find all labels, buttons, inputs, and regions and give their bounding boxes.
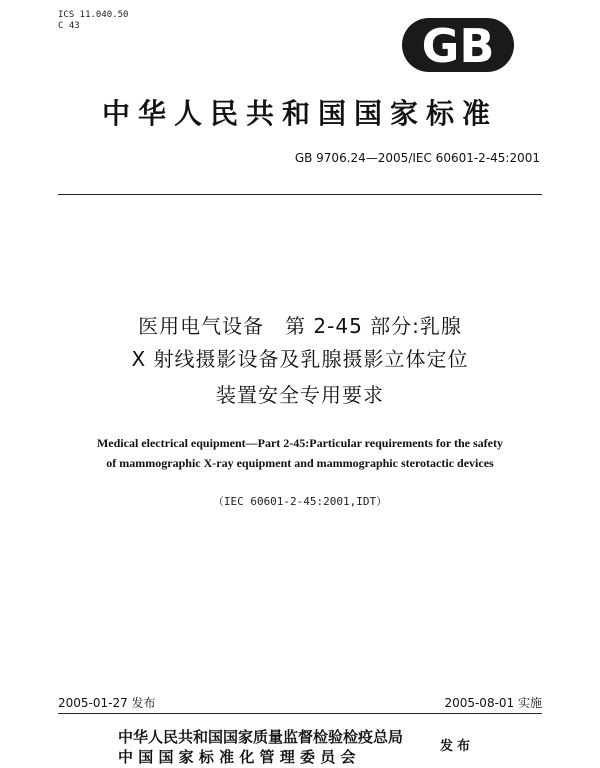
standard-category-title: 中华人民共和国国家标准	[101, 97, 498, 130]
english-title-line-2: of mammographic X-ray equipment and mammographic sterotactic devices	[106, 456, 494, 470]
publish-label: 发布	[440, 739, 475, 754]
issuer-aqsiq: 中华人民共和国国家质量监督检验检疫总局	[118, 728, 404, 746]
ccs-code: C 43	[58, 21, 80, 31]
gb-logo-text: GB	[421, 19, 495, 73]
footer-divider	[58, 713, 542, 714]
header-divider	[58, 194, 542, 195]
ics-code: ICS 11.040.50	[58, 10, 129, 20]
chinese-title-line-2: X 射线摄影设备及乳腺摄影立体定位	[131, 347, 469, 371]
standard-number: GB 9706.24—2005/IEC 60601-2-45:2001	[294, 151, 540, 165]
release-date: 2005-01-27 发布	[58, 696, 156, 710]
english-title-line-1: Medical electrical equipment—Part 2-45:Particular requirements for the safety	[96, 436, 503, 450]
adoption-identity: （IEC 60601-2-45:2001,IDT）	[212, 495, 388, 508]
chinese-title-line-3: 装置安全专用要求	[216, 383, 384, 407]
issuer-sac: 中 国 国 家 标 准 化 管 理 委 员 会	[118, 748, 356, 766]
classification-codes	[58, 10, 128, 32]
gb-logo-icon	[392, 14, 522, 76]
chinese-title-line-1: 医用电气设备 第 2-45 部分:乳腺	[138, 314, 462, 338]
implementation-date: 2005-08-01 实施	[444, 696, 542, 710]
